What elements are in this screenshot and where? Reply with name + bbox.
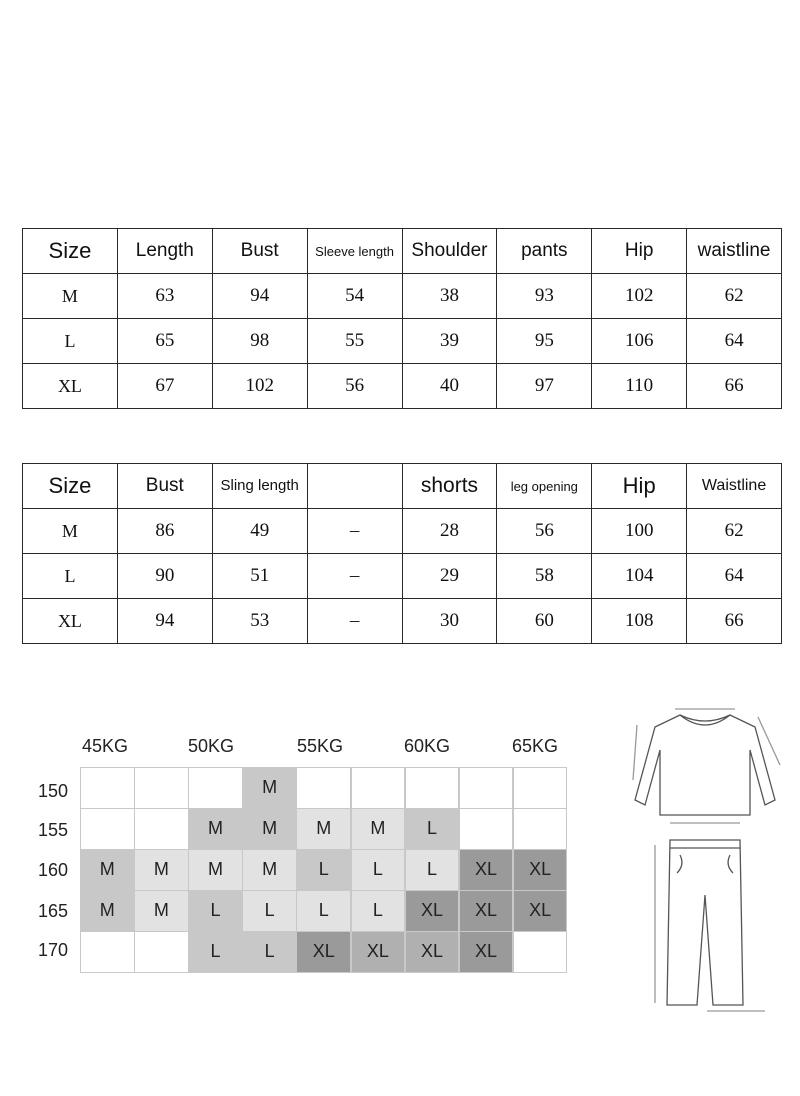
table-cell: 62 (687, 509, 782, 554)
table-cell: 94 (212, 274, 307, 319)
weight-label: 45KG (82, 736, 129, 756)
table-cell: 67 (117, 364, 212, 409)
grid-cell: L (296, 849, 351, 891)
grid-cell: XL (405, 890, 460, 932)
table-cell: 38 (402, 274, 497, 319)
grid-cell (513, 767, 568, 809)
grid-cell: M (134, 890, 189, 932)
grid-cell: XL (459, 890, 514, 932)
table-header-row (23, 464, 782, 509)
table-cell: 30 (402, 599, 497, 644)
grid-cell (80, 808, 135, 850)
table-cell: 66 (687, 599, 782, 644)
height-label: 150 (38, 781, 69, 801)
grid-cell (80, 931, 135, 973)
grid-cell: L (405, 849, 460, 891)
weight-label: 50KG (188, 736, 235, 756)
grid-cell: L (242, 931, 297, 973)
table-cell: – (307, 599, 402, 644)
table-cell: 54 (307, 274, 402, 319)
header-cell: Sling length (212, 464, 307, 509)
grid-cell (405, 767, 460, 809)
table-cell: 58 (497, 554, 592, 599)
table-cell: 102 (212, 364, 307, 409)
table-cell: – (307, 554, 402, 599)
table-cell: 40 (402, 364, 497, 409)
table-cell: 51 (212, 554, 307, 599)
table-cell: 64 (687, 554, 782, 599)
grid-cell: L (296, 890, 351, 932)
grid-cell (134, 808, 189, 850)
grid-cell: L (188, 931, 243, 973)
grid-cell: M (188, 849, 243, 891)
grid-cell (134, 767, 189, 809)
height-label: 165 (38, 901, 69, 921)
header-cell: Length (117, 229, 212, 274)
grid-cell (188, 767, 243, 809)
table-row (23, 554, 782, 599)
table-cell: XL (23, 364, 118, 409)
table-cell: 62 (687, 274, 782, 319)
table-cell: 100 (592, 509, 687, 554)
grid-cell: M (188, 808, 243, 850)
grid-cell: M (80, 849, 135, 891)
table-cell: 97 (497, 364, 592, 409)
grid-cell (459, 767, 514, 809)
grid-cell (296, 767, 351, 809)
header-cell: Shoulder (402, 229, 497, 274)
table-cell: M (23, 509, 118, 554)
table-cell: 110 (592, 364, 687, 409)
table-cell: 95 (497, 319, 592, 364)
table-cell: 93 (497, 274, 592, 319)
grid-cell: XL (513, 890, 568, 932)
table-row (23, 319, 782, 364)
grid-cell (513, 808, 568, 850)
table-row (23, 599, 782, 644)
header-cell: Bust (212, 229, 307, 274)
height-label: 155 (38, 820, 69, 840)
header-cell: pants (497, 229, 592, 274)
grid-cell: XL (459, 931, 514, 973)
header-cell: Waistline (687, 464, 782, 509)
grid-cell (459, 808, 514, 850)
grid-cell: L (242, 890, 297, 932)
header-cell: waistline (687, 229, 782, 274)
height-label: 160 (38, 860, 69, 880)
table-cell: – (307, 509, 402, 554)
table-cell: 66 (687, 364, 782, 409)
table-cell: 86 (117, 509, 212, 554)
table-cell: 98 (212, 319, 307, 364)
grid-cell: M (80, 890, 135, 932)
table-cell: M (23, 274, 118, 319)
header-cell: shorts (402, 464, 497, 509)
header-cell: Size (23, 464, 118, 509)
grid-cell: M (242, 767, 297, 809)
grid-cell: M (242, 808, 297, 850)
size-table-bottom (22, 463, 782, 644)
table-cell: 63 (117, 274, 212, 319)
grid-cell: M (242, 849, 297, 891)
table-row (23, 509, 782, 554)
header-cell: Hip (592, 229, 687, 274)
table-cell: 106 (592, 319, 687, 364)
table-cell: XL (23, 599, 118, 644)
table-cell: L (23, 319, 118, 364)
weight-label: 55KG (297, 736, 344, 756)
table-cell: 55 (307, 319, 402, 364)
grid-cell: XL (459, 849, 514, 891)
size-table-top (22, 228, 782, 409)
grid-cell: L (351, 890, 406, 932)
header-cell: Hip (592, 464, 687, 509)
grid-cell: L (405, 808, 460, 850)
grid-cell: XL (351, 931, 406, 973)
table-cell: 94 (117, 599, 212, 644)
table-cell: 102 (592, 274, 687, 319)
table-cell: 56 (497, 509, 592, 554)
grid-cell: M (351, 808, 406, 850)
table-cell: 56 (307, 364, 402, 409)
table-cell: 108 (592, 599, 687, 644)
table-cell: 39 (402, 319, 497, 364)
table-cell: 104 (592, 554, 687, 599)
garment-sketch-icon (625, 705, 785, 1015)
table-cell: 28 (402, 509, 497, 554)
size-guide-grid (80, 767, 567, 972)
table-cell: L (23, 554, 118, 599)
header-cell: Bust (117, 464, 212, 509)
table-cell: 49 (212, 509, 307, 554)
grid-cell (351, 767, 406, 809)
table-row (23, 274, 782, 319)
header-cell (307, 464, 402, 509)
grid-cell (134, 931, 189, 973)
grid-cell (80, 767, 135, 809)
grid-cell (513, 931, 568, 973)
table-header-row (23, 229, 782, 274)
weight-label: 60KG (404, 736, 451, 756)
table-cell: 64 (687, 319, 782, 364)
grid-cell: XL (296, 931, 351, 973)
table-cell: 60 (497, 599, 592, 644)
table-cell: 53 (212, 599, 307, 644)
height-label: 170 (38, 940, 69, 960)
grid-cell: L (351, 849, 406, 891)
grid-cell: L (188, 890, 243, 932)
table-cell: 29 (402, 554, 497, 599)
header-cell: leg opening (497, 464, 592, 509)
grid-cell: XL (405, 931, 460, 973)
table-cell: 90 (117, 554, 212, 599)
weight-label: 65KG (512, 736, 559, 756)
table-cell: 65 (117, 319, 212, 364)
grid-cell: XL (513, 849, 568, 891)
header-cell: Sleeve length (307, 229, 402, 274)
table-row (23, 364, 782, 409)
grid-cell: M (296, 808, 351, 850)
grid-cell: M (134, 849, 189, 891)
header-cell: Size (23, 229, 118, 274)
